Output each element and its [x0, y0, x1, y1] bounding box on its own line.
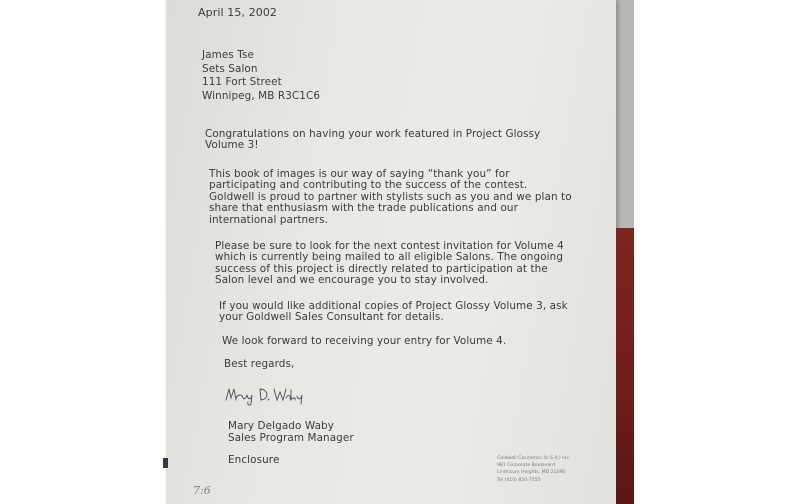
- signer-title: Sales Program Manager: [228, 431, 354, 444]
- paragraph-line: Please be sure to look for the next contest invitation for Volume 4: [215, 240, 564, 252]
- company-line: 981 Corporate Boulevard: [497, 463, 555, 469]
- paragraph-next-contest: [215, 241, 564, 287]
- letter-closing: Best regards,: [224, 358, 295, 370]
- paragraph-line: If you would like additional copies of Project Glossy Volume 3, ask: [219, 300, 568, 312]
- paragraph-line: This book of images is our way of saying “thank you” for: [209, 168, 510, 180]
- paragraph-line: your Goldwell Sales Consultant for details.: [219, 311, 444, 324]
- red-folder-edge: [616, 228, 634, 504]
- paragraph-look-forward: [222, 336, 506, 347]
- paragraph-thank-you: [209, 169, 572, 226]
- paragraph-line: Volume 3!: [205, 139, 259, 152]
- recipient-city: Winnipeg, MB R3C1C6: [202, 89, 321, 102]
- paragraph-line: share that enthusiasm with the trade publications and our: [209, 202, 518, 215]
- binder-notch: [163, 458, 168, 468]
- paragraph-line: international partners.: [209, 213, 329, 226]
- paragraph-additional-copies: [219, 301, 568, 324]
- company-address-block: [497, 455, 570, 484]
- recipient-address: [202, 49, 320, 103]
- letter-date: April 15, 2002: [198, 6, 278, 19]
- company-line: Tel (410) 850-7555: [497, 477, 541, 483]
- recipient-company: Sets Salon: [202, 62, 258, 75]
- paragraph-line: Goldwell is proud to partner with stylists such as you and we plan to: [209, 190, 572, 203]
- recipient-street: 111 Fort Street: [202, 76, 282, 88]
- paragraph-line: which is currently being mailed to all eligible Salons. The ongoing: [215, 251, 564, 264]
- enclosure-note: Enclosure: [228, 454, 280, 466]
- paragraph-line: participating and contributing to the success of the contest.: [209, 179, 528, 192]
- signer-name: Mary Delgado Waby: [228, 420, 334, 432]
- company-line: Linthicum Heights, MD 21090: [497, 470, 566, 476]
- paragraph-congratulations: [205, 129, 540, 152]
- paragraph-line: We look forward to receiving your entry for Volume 4.: [222, 335, 507, 347]
- recipient-name: James Tse: [202, 49, 254, 61]
- paragraph-line: success of this project is directly related to participation at the: [215, 262, 548, 275]
- handwritten-signature: [224, 384, 304, 406]
- handwritten-margin-mark: 7:6: [193, 484, 211, 497]
- paragraph-line: Salon level and we encourage you to stay involved.: [215, 274, 489, 287]
- paragraph-line: Congratulations on having your work featured in Project Glossy: [205, 128, 541, 140]
- signer-block: [228, 421, 354, 444]
- company-line: Goldwell Cosmetics (U.S.A.) Inc.: [497, 456, 571, 461]
